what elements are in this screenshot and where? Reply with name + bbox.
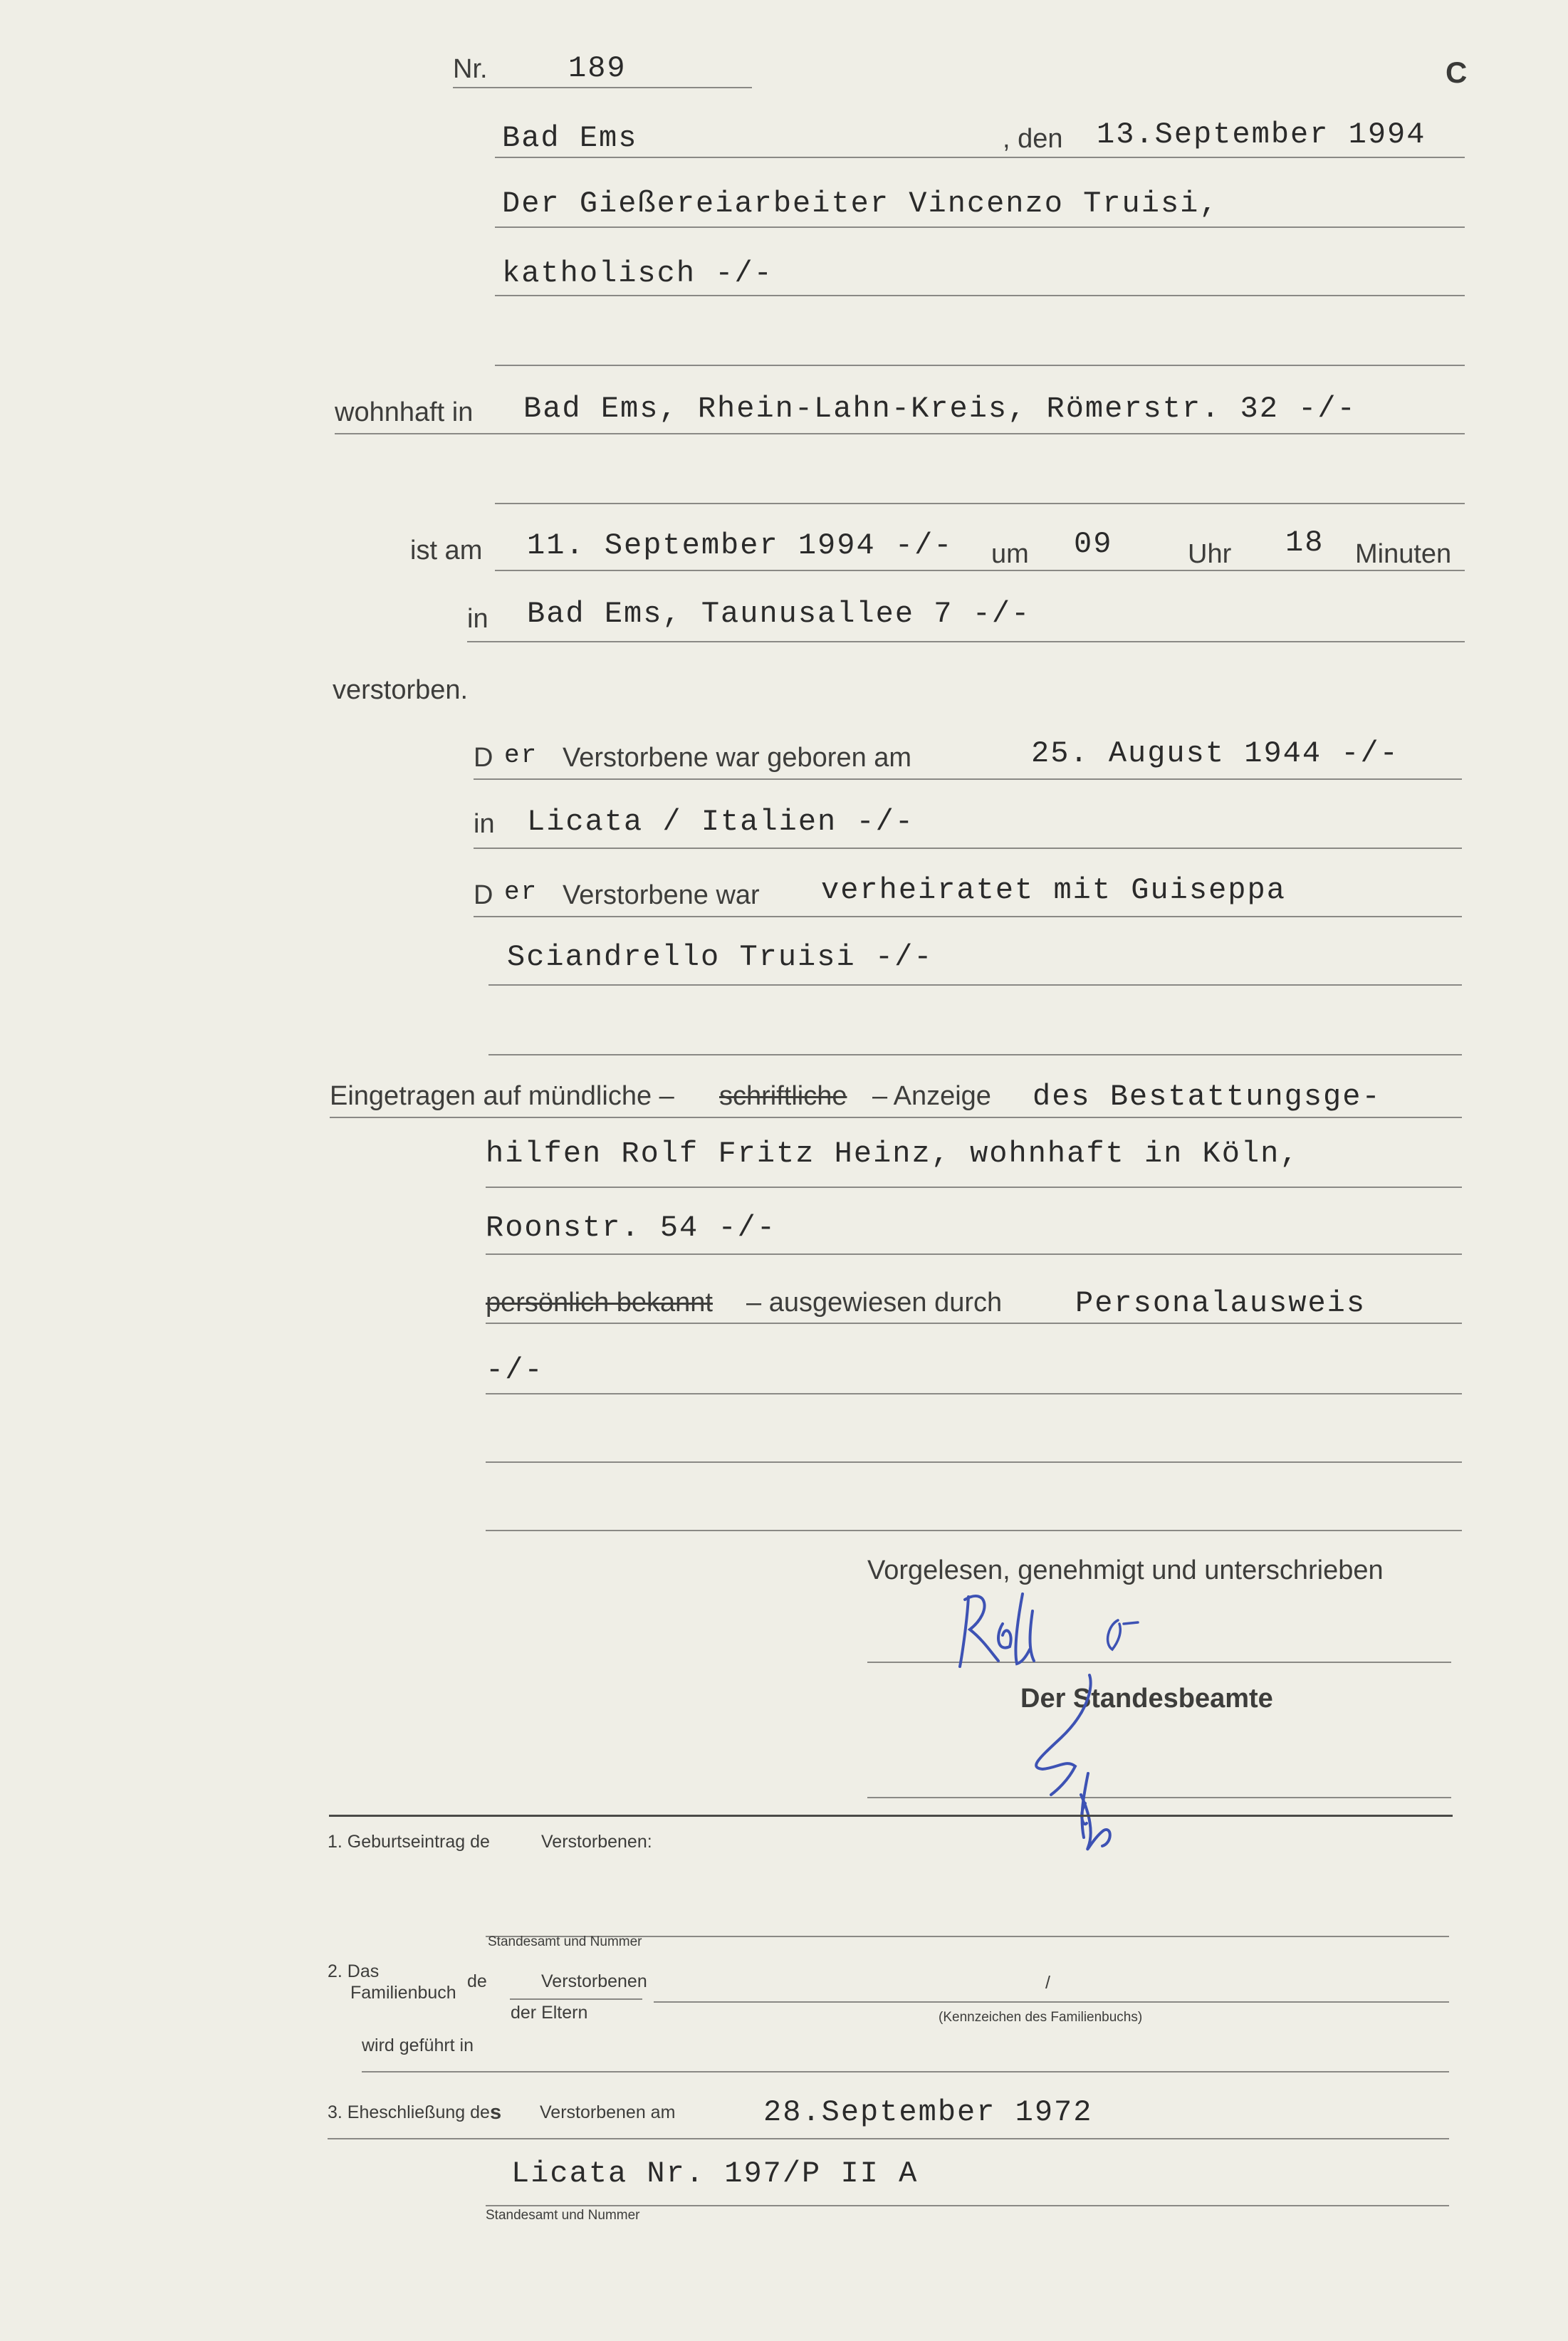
deceased-name-line: Der Gießereiarbeiter Vincenzo Truisi, <box>502 187 1219 221</box>
marital-status-line2: Sciandrello Truisi -/- <box>507 940 934 974</box>
rule <box>486 1530 1462 1531</box>
rule <box>486 1461 1462 1463</box>
registrar-title: Der Standesbeamte <box>1020 1684 1273 1714</box>
rule <box>486 1323 1462 1324</box>
birth-label-d: D <box>474 743 493 773</box>
rule <box>474 848 1462 849</box>
registration-line2: hilfen Rolf Fritz Heinz, wohnhaft in Köln, <box>486 1137 1300 1171</box>
item2-verstorbenen: Verstorbenen <box>541 1971 647 1991</box>
rule <box>474 916 1462 917</box>
rule <box>495 295 1465 296</box>
rule <box>486 1253 1462 1255</box>
rule <box>495 226 1465 228</box>
death-date: 11. September 1994 -/- <box>527 528 953 563</box>
register-letter: C <box>1446 56 1468 89</box>
nr-label: Nr. <box>453 54 488 84</box>
entry-number: 189 <box>568 51 627 85</box>
rule <box>495 503 1465 504</box>
rule <box>474 778 1462 780</box>
ist-am-label: ist am <box>410 536 483 565</box>
um-label: um <box>991 539 1029 569</box>
rule <box>335 433 1465 434</box>
marital-label-typed: er <box>504 877 538 907</box>
rule <box>486 1393 1462 1394</box>
minuten-label: Minuten <box>1355 539 1452 569</box>
registration-label: Eingetragen auf mündliche – <box>330 1081 674 1111</box>
item1-caption: Standesamt und Nummer <box>488 1934 642 1949</box>
marriage-registry: Licata Nr. 197/P II A <box>511 2157 919 2191</box>
rule <box>495 157 1465 158</box>
place-typed: Bad Ems <box>502 121 638 155</box>
marital-label: Verstorbene war <box>563 880 760 910</box>
uhr-label: Uhr <box>1188 539 1232 569</box>
rule <box>486 1187 1462 1188</box>
verstorben-label: verstorben. <box>333 675 469 705</box>
registration-struck-option: schriftliche <box>719 1081 847 1111</box>
deceased-religion-line: katholisch -/- <box>502 256 773 291</box>
item2-de: de <box>467 1971 487 1991</box>
item3-word: Verstorbenen am <box>540 2102 676 2122</box>
death-minutes: 18 <box>1285 526 1324 560</box>
item1-word: Verstorbenen: <box>541 1832 652 1852</box>
den-label: , den <box>1003 124 1063 154</box>
item2-label-b: Familienbuch <box>350 1983 456 2003</box>
handwritten-signature <box>926 1581 1182 1880</box>
death-hour: 09 <box>1074 527 1113 561</box>
death-place: Bad Ems, Taunusallee 7 -/- <box>527 597 1031 631</box>
read-approved-signed: Vorgelesen, genehmigt und unterschrieben <box>867 1555 1384 1585</box>
rule <box>328 2138 1449 2139</box>
section-divider <box>329 1815 1453 1817</box>
id-document: Personalausweis <box>1075 1286 1366 1320</box>
item1-label: 1. Geburtseintrag de <box>328 1832 490 1852</box>
item2-caption: (Kennzeichen des Familienbuchs) <box>939 2010 1143 2025</box>
rule <box>488 984 1462 986</box>
rule <box>654 2001 1449 2003</box>
birth-place: Licata / Italien -/- <box>527 805 915 839</box>
rule <box>467 641 1465 642</box>
rule <box>330 1117 1462 1118</box>
rule <box>495 570 1465 571</box>
registration-anzeige-label: – Anzeige <box>872 1081 991 1111</box>
id-label: – ausgewiesen durch <box>746 1288 1003 1318</box>
rule <box>362 2071 1449 2073</box>
registration-line3: Roonstr. 54 -/- <box>486 1211 777 1245</box>
marital-status-line1: verheiratet mit Guiseppa <box>821 873 1286 907</box>
birth-label-typed: er <box>504 741 538 770</box>
birth-in-label: in <box>474 809 495 839</box>
birth-date: 25. August 1944 -/- <box>1031 736 1399 771</box>
rule <box>510 1998 642 2000</box>
residence-typed: Bad Ems, Rhein-Lahn-Kreis, Römerstr. 32 -/- <box>523 392 1357 426</box>
item2-eltern: der Eltern <box>511 2003 588 2023</box>
rule <box>488 1054 1462 1055</box>
id-line2: -/- <box>486 1353 544 1387</box>
marital-label-d: D <box>474 880 493 910</box>
item2-wird-label: wird geführt in <box>362 2035 474 2055</box>
item2-slash: / <box>1045 1973 1050 1993</box>
id-struck-option: persönlich bekannt <box>486 1288 713 1318</box>
rule <box>453 87 752 88</box>
residence-label: wohnhaft in <box>335 397 474 427</box>
death-in-label: in <box>467 604 488 634</box>
birth-label: Verstorbene war geboren am <box>563 743 912 773</box>
register-date: 13.September 1994 <box>1097 118 1426 152</box>
item3-caption: Standesamt und Nummer <box>486 2208 640 2223</box>
registration-line1: des Bestattungsge- <box>1033 1080 1381 1114</box>
rule <box>486 2205 1449 2206</box>
item3-s: s <box>490 2101 502 2124</box>
rule <box>495 365 1465 366</box>
item3-label: 3. Eheschließung de <box>328 2102 490 2122</box>
marriage-date: 28.September 1972 <box>763 2095 1093 2129</box>
item2-label-a: 2. Das <box>328 1961 380 1981</box>
